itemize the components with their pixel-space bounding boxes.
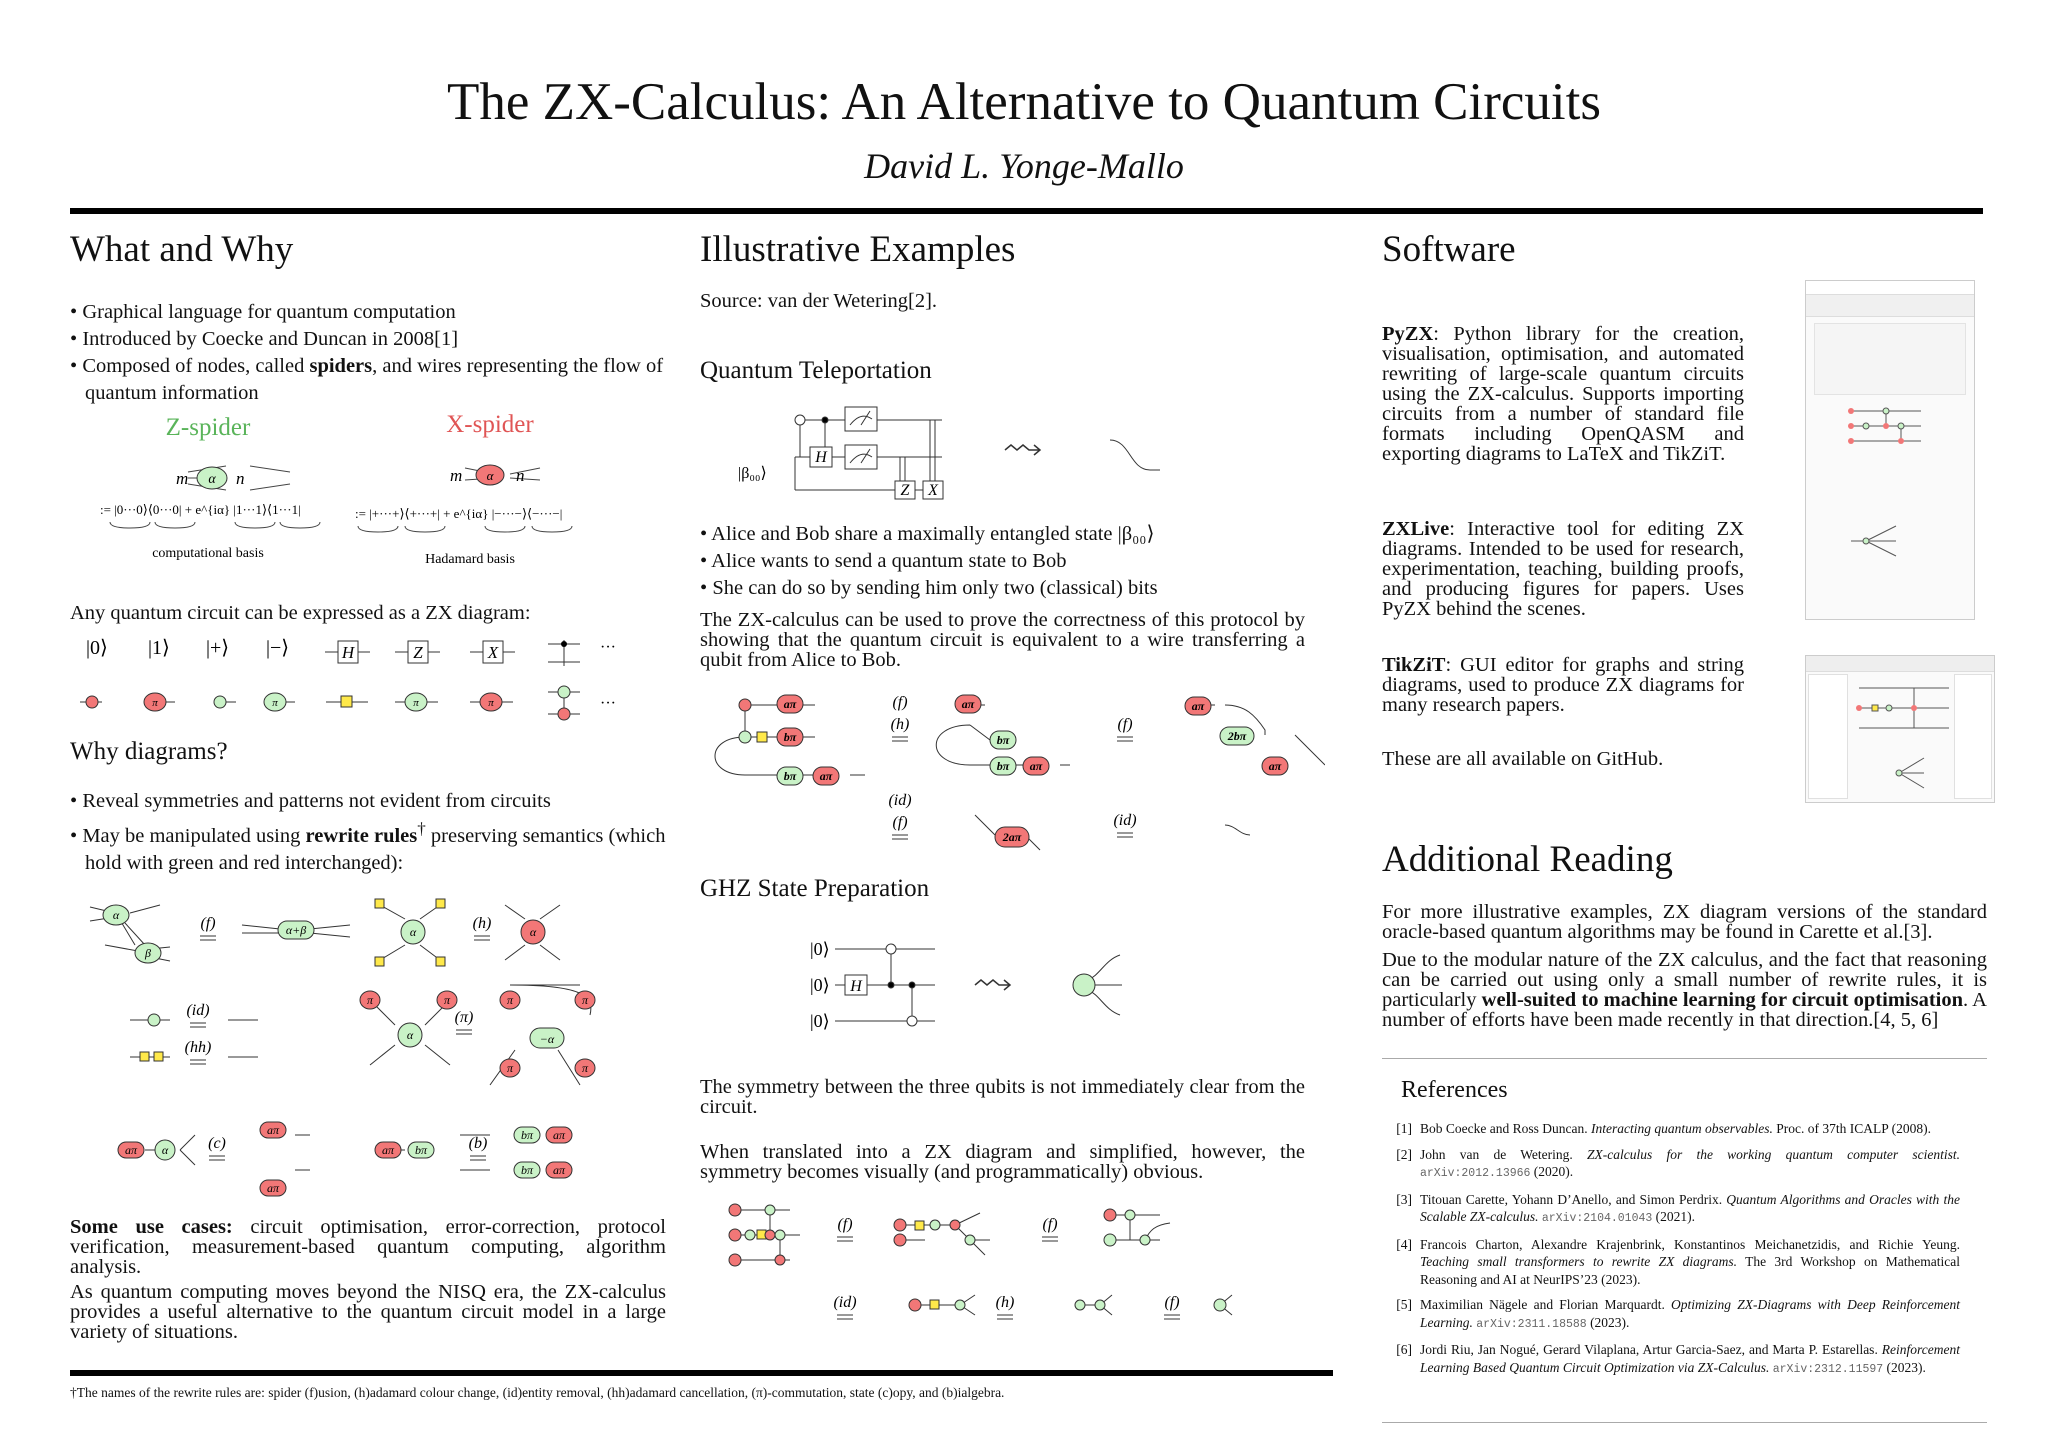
svg-text:m: m — [176, 469, 189, 488]
bullet-item: • Reveal symmetries and patterns not evident from circuits — [70, 788, 670, 815]
x-spider-label: X-spider — [446, 411, 534, 438]
x-spider-definition: := |+···+⟩⟨+···+| + e^{iα} |−···−⟩⟨−···−| — [355, 506, 563, 521]
svg-text:X: X — [928, 482, 938, 499]
teleportation-bullets — [700, 521, 1320, 602]
heading-references: References — [1401, 1077, 1508, 1103]
svg-text:(f): (f) — [1164, 1294, 1180, 1311]
hadamard-basis-label: Hadamard basis — [425, 552, 515, 567]
svg-text:aπ: aπ — [819, 769, 833, 783]
svg-text:(π): (π) — [454, 1009, 474, 1026]
reference-item: [5] Maximilian Nägele and Florian Marquardt. Optimizing ZX-Diagrams with Deep Reinforcement Learning. arXiv:2311.18588 (2023). — [1396, 1297, 1960, 1331]
svg-text:bπ: bπ — [520, 1128, 534, 1142]
pyzx-graph-preview — [1806, 401, 1976, 581]
z-spider-node — [176, 466, 290, 490]
svg-text:aπ: aπ — [1029, 759, 1043, 773]
reference-item: [6] Jordi Riu, Jan Nogué, Gerard Vilaplana, Artur Garcia-Saez, and Marta P. Estarellas. Reinforcement Learning Based Quantum Circuit Optimization via ZX-Calculus. arXiv:2312.11597 (2023). — [1396, 1342, 1960, 1376]
svg-text:π: π — [152, 697, 158, 709]
footnote-divider — [70, 1370, 1333, 1376]
source-text: Source: van der Wetering[2]. — [700, 290, 938, 312]
svg-text:(h): (h) — [472, 915, 492, 932]
heading-additional-reading: Additional Reading — [1382, 839, 1673, 880]
svg-text:π: π — [506, 1061, 514, 1075]
svg-text:2bπ: 2bπ — [1227, 729, 1247, 743]
tikzit-description: TikZiT: GUI editor for graphs and string diagrams, used to produce ZX diagrams for many research papers. — [1382, 654, 1744, 716]
svg-text:π: π — [581, 1061, 589, 1075]
poster-author: David L. Yonge-Mallo — [864, 146, 1184, 186]
svg-text:aπ: aπ — [552, 1128, 566, 1142]
svg-text:aπ: aπ — [124, 1143, 138, 1157]
svg-text:α: α — [409, 925, 417, 939]
svg-text:|0⟩: |0⟩ — [810, 975, 830, 995]
svg-text:aπ: aπ — [961, 697, 975, 711]
svg-text:−α: −α — [539, 1032, 555, 1046]
bullet-item: • Alice and Bob share a maximally entangled state |β₀₀⟩ — [700, 521, 1320, 548]
ghz-text-1: The symmetry between the three qubits is not immediately clear from the circuit. — [700, 1076, 1305, 1118]
svg-text:aπ: aπ — [783, 697, 797, 711]
svg-text:α+β: α+β — [285, 923, 307, 937]
what-bullets — [70, 299, 670, 407]
svg-text:2aπ: 2aπ — [1002, 830, 1022, 844]
svg-text:|0⟩: |0⟩ — [810, 939, 830, 959]
svg-text:α: α — [406, 1028, 414, 1042]
svg-text:β: β — [145, 946, 151, 960]
pyzx-jupyter-screenshot — [1805, 280, 1975, 620]
svg-text:aπ: aπ — [1268, 759, 1282, 773]
reference-item: [1] Bob Coecke and Ross Duncan. Interacting quantum observables. Proc. of 37th ICALP (2008). — [1396, 1121, 1931, 1136]
why-bullets — [70, 788, 670, 877]
references-bottom-divider — [1382, 1422, 1987, 1423]
svg-text:π: π — [413, 697, 419, 709]
svg-text:(f): (f) — [892, 694, 908, 711]
reference-item: [4] Francois Charton, Alexandre Krajenbrink, Konstantinos Meichanetzidis, and Richie Yeung. Teaching small transformers to rewrite ZX diagrams. The 3rd Workshop on Mathematical Reasoning and AI at NeurIPS’23 (2023). — [1396, 1236, 1960, 1287]
heading-illustrative-examples: Illustrative Examples — [700, 229, 1016, 270]
svg-text:(f): (f) — [1042, 1216, 1058, 1233]
svg-text:bπ: bπ — [996, 759, 1010, 773]
circuit-text: Any quantum circuit can be expressed as a ZX diagram: — [70, 602, 531, 624]
svg-text:n: n — [236, 469, 245, 488]
circuit-elements-figure — [70, 630, 670, 730]
tikzit-graph-preview — [1854, 678, 1954, 798]
svg-text:(h): (h) — [995, 1294, 1015, 1311]
svg-text:π: π — [272, 697, 278, 709]
x-spider-node — [450, 465, 540, 485]
z-spider-definition: := |0···0⟩⟨0···0| + e^{iα} |1···1⟩⟨1···1| — [100, 502, 301, 517]
github-text: These are all available on GitHub. — [1382, 748, 1664, 770]
svg-text:(c): (c) — [208, 1135, 226, 1152]
references-top-divider — [1382, 1058, 1987, 1059]
reference-item: [2] John van de Wetering. ZX-calculus for the working quantum computer scientist. arXiv:2012.13966 (2020). — [1396, 1146, 1960, 1180]
tikzit-screenshot — [1805, 655, 1995, 803]
svg-text:|−⟩: |−⟩ — [266, 637, 290, 659]
svg-text:α: α — [161, 1143, 169, 1157]
svg-text:(id): (id) — [888, 792, 912, 809]
svg-text:aπ: aπ — [381, 1143, 395, 1157]
use-cases-text: Some use cases: circuit optimisation, error-correction, protocol verification, measurement-based quantum computing, algorithm analysis. — [70, 1216, 666, 1278]
svg-text:α: α — [112, 908, 120, 922]
bullet-item: • Graphical language for quantum computation — [70, 299, 670, 326]
poster-title: The ZX-Calculus: An Alternative to Quantum Circuits — [446, 73, 1602, 131]
svg-text:H: H — [815, 449, 827, 466]
svg-text:(f): (f) — [1117, 716, 1133, 733]
svg-text:X: X — [487, 643, 499, 662]
svg-text:(h): (h) — [890, 716, 910, 733]
svg-text:bπ: bπ — [414, 1143, 428, 1157]
svg-text:|1⟩: |1⟩ — [148, 637, 170, 659]
heading-teleportation: Quantum Teleportation — [700, 357, 932, 384]
bullet-item: • Alice wants to send a quantum state to Bob — [700, 548, 1320, 575]
svg-text:α: α — [529, 925, 537, 939]
spider-definitions-figure — [100, 410, 660, 570]
header-divider — [70, 208, 1983, 214]
teleportation-zx-figure — [705, 685, 1325, 865]
svg-text:π: π — [581, 993, 589, 1007]
svg-text:α: α — [208, 472, 216, 487]
bullet-item: • Composed of nodes, called spiders, and wires representing the flow of quantum information — [70, 353, 670, 407]
ghz-zx-figure — [720, 1195, 1320, 1345]
bullet-item: • She can do so by sending him only two (classical) bits — [700, 575, 1320, 602]
svg-text:π: π — [506, 993, 514, 1007]
svg-text:(b): (b) — [468, 1135, 488, 1152]
z-spider-label: Z-spider — [165, 414, 251, 441]
rewrite-rules-figure — [80, 885, 660, 1200]
svg-text:π: π — [443, 993, 451, 1007]
svg-text:|β₀₀⟩: |β₀₀⟩ — [738, 465, 767, 482]
svg-text:bπ: bπ — [996, 733, 1010, 747]
svg-text:bπ: bπ — [520, 1163, 534, 1177]
svg-text:π: π — [488, 697, 494, 709]
svg-text:aπ: aπ — [266, 1123, 280, 1137]
svg-text:n: n — [516, 466, 525, 485]
teleportation-circuit-figure — [730, 395, 1250, 515]
svg-text:(f): (f) — [200, 915, 216, 932]
reference-item: [3] Titouan Carette, Yohann D’Anello, and Simon Perdrix. Quantum Algorithms and Oracles with the Scalable ZX-calculus. arXiv:2104.01043 (2021). — [1396, 1191, 1960, 1225]
svg-text:α: α — [486, 468, 494, 483]
svg-text:aπ: aπ — [552, 1163, 566, 1177]
heading-why-diagrams: Why diagrams? — [70, 738, 228, 765]
svg-text:···: ··· — [600, 695, 616, 712]
bullet-item: • Introduced by Coecke and Duncan in 2008[1] — [70, 326, 670, 353]
svg-text:H: H — [850, 978, 862, 995]
svg-text:(hh): (hh) — [184, 1039, 212, 1056]
ghz-circuit-figure — [800, 935, 1220, 1055]
svg-text:|+⟩: |+⟩ — [206, 637, 230, 659]
pyzx-description: PyZX: Python library for the creation, visualisation, optimisation, and automated rewriting of large-scale quantum circuits using the ZX-calculus. Supports importing circuits from a number of standard file formats including OpenQASM and exporting diagrams to LaTeX and TikZiT. — [1382, 323, 1744, 465]
heading-software: Software — [1382, 229, 1516, 270]
svg-text:|0⟩: |0⟩ — [86, 637, 108, 659]
svg-text:m: m — [450, 466, 463, 485]
svg-text:···: ··· — [600, 639, 616, 656]
reading-text-2: Due to the modular nature of the ZX calculus, and the fact that reasoning can be carried out using only a small number of rewrite rules, it is particularly well-suited to machine learning for circuit optimisation. A number of efforts have been made recently in that direction.[4, 5, 6] — [1382, 949, 1987, 1031]
svg-text:aπ: aπ — [266, 1181, 280, 1195]
zxlive-description: ZXLive: Interactive tool for editing ZX diagrams. Intended to be used for research, experimentation, teaching, building proofs, and producing figures for papers. Uses PyZX behind the scenes. — [1382, 518, 1744, 620]
svg-text:bπ: bπ — [783, 730, 797, 744]
svg-text:H: H — [341, 643, 355, 662]
svg-text:(id): (id) — [833, 1294, 857, 1311]
svg-text:aπ: aπ — [1191, 699, 1205, 713]
svg-text:(id): (id) — [1113, 812, 1137, 829]
heading-what-and-why: What and Why — [70, 229, 294, 270]
teleportation-text: The ZX-calculus can be used to prove the correctness of this protocol by showing that the quantum circuit is equivalent to a wire transferring a qubit from Alice to Bob. — [700, 609, 1305, 671]
computational-basis-label: computational basis — [152, 546, 264, 561]
svg-text:Z: Z — [900, 482, 910, 499]
heading-ghz: GHZ State Preparation — [700, 875, 930, 902]
svg-text:π: π — [366, 993, 374, 1007]
svg-text:Z: Z — [413, 643, 423, 662]
bullet-item: • May be manipulated using rewrite rules† preserving semantics (which hold with green and red interchanged): — [70, 815, 670, 877]
svg-text:(f): (f) — [837, 1216, 853, 1233]
svg-text:(id): (id) — [186, 1002, 210, 1019]
footnote: †The names of the rewrite rules are: spider (f)usion, (h)adamard colour change, (id)entity removal, (hh)adamard cancellation, (π)-commutation, state (c)opy, and (b)ialgebra. — [70, 1385, 1005, 1400]
reading-text-1: For more illustrative examples, ZX diagram versions of the standard oracle-based quantum algorithms may be found in Carette et al.[3]. — [1382, 901, 1987, 943]
svg-text:|0⟩: |0⟩ — [810, 1011, 830, 1031]
svg-text:bπ: bπ — [783, 769, 797, 783]
svg-text:(f): (f) — [892, 814, 908, 831]
nisq-text: As quantum computing moves beyond the NISQ era, the ZX-calculus provides a useful alternative to the quantum circuit model in a large variety of situations. — [70, 1281, 666, 1343]
references-list — [1382, 1120, 1960, 1386]
ghz-text-2: When translated into a ZX diagram and simplified, however, the symmetry becomes visually (and programmatically) obvious. — [700, 1141, 1305, 1183]
